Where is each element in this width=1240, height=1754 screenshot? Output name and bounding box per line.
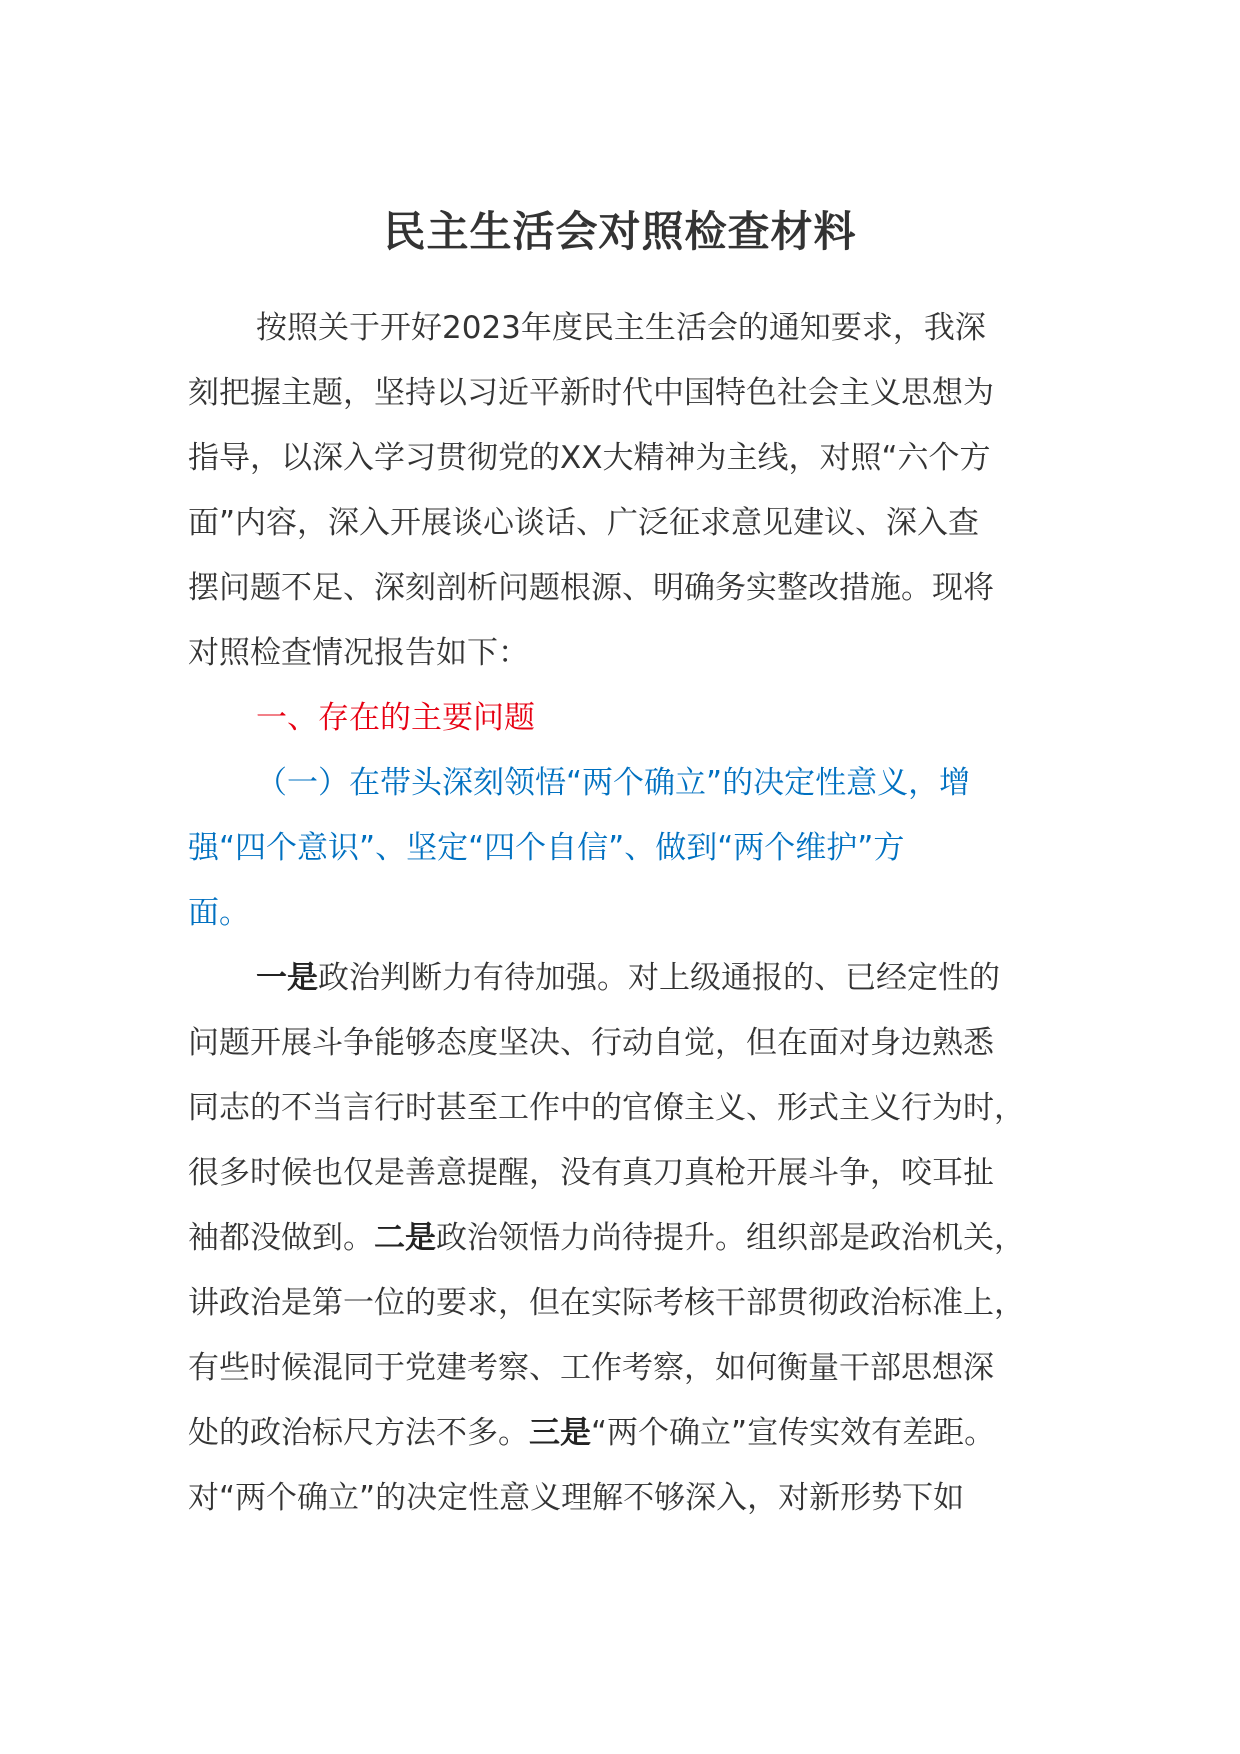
intro-line: 面”内容，深入开展谈心谈话、广泛征求意见建议、深入查 (188, 505, 980, 541)
point-line (188, 1401, 1060, 1466)
point-line (188, 1206, 1060, 1271)
point-line: 很多时候也仅是善意提醒，没有真刀真枪开展斗争，咬耳扯 (188, 1155, 994, 1191)
subsection-heading-line: （一）在带头深刻领悟“两个确立”的决定性意义，增 (256, 765, 971, 801)
point-lead: 三是 (529, 1415, 591, 1451)
point-lead: 一是 (256, 960, 318, 996)
point-line (188, 946, 1060, 1011)
intro-line: 刻把握主题，坚持以习近平新时代中国特色社会主义思想为 (188, 375, 994, 411)
point-text: “两个确立”宣传实效有差距。 (591, 1415, 996, 1451)
document-body (188, 296, 1060, 1531)
point-line: 对“两个确立”的决定性意义理解不够深入，对新形势下如 (188, 1480, 965, 1516)
point-text: 袖都没做到。 (188, 1220, 374, 1256)
point-line: 问题开展斗争能够态度坚决、行动自觉，但在面对身边熟悉 (188, 1025, 994, 1061)
intro-line: 对照检查情况报告如下： (188, 635, 529, 671)
section-heading: 一、存在的主要问题 (256, 700, 535, 736)
intro-line: 指导，以深入学习贯彻党的XX大精神为主线，对照“六个方 (188, 440, 991, 476)
point-text: 政治判断力有待加强。对上级通报的、已经定性的 (318, 960, 1000, 996)
point-text: 处的政治标尺方法不多。 (188, 1415, 529, 1451)
intro-line: 按照关于开好2023年度民主生活会的通知要求，我深 (256, 310, 986, 346)
point-line: 有些时候混同于党建考察、工作考察，如何衡量干部思想深 (188, 1350, 994, 1386)
intro-line: 摆问题不足、深刻剖析问题根源、明确务实整改措施。现将 (188, 570, 994, 606)
point-line: 同志的不当言行时甚至工作中的官僚主义、形式主义行为时， (188, 1090, 1025, 1126)
point-line: 讲政治是第一位的要求，但在实际考核干部贯彻政治标准上， (188, 1285, 1025, 1321)
document-title: 民主生活会对照检查材料 (383, 207, 857, 256)
subsection-heading-line: 强“四个意识”、坚定“四个自信”、做到“两个维护”方 (188, 830, 905, 866)
subsection-heading-line: 面。 (188, 895, 250, 931)
point-lead: 二是 (374, 1220, 436, 1256)
point-text: 政治领悟力尚待提升。组织部是政治机关， (436, 1220, 1025, 1256)
